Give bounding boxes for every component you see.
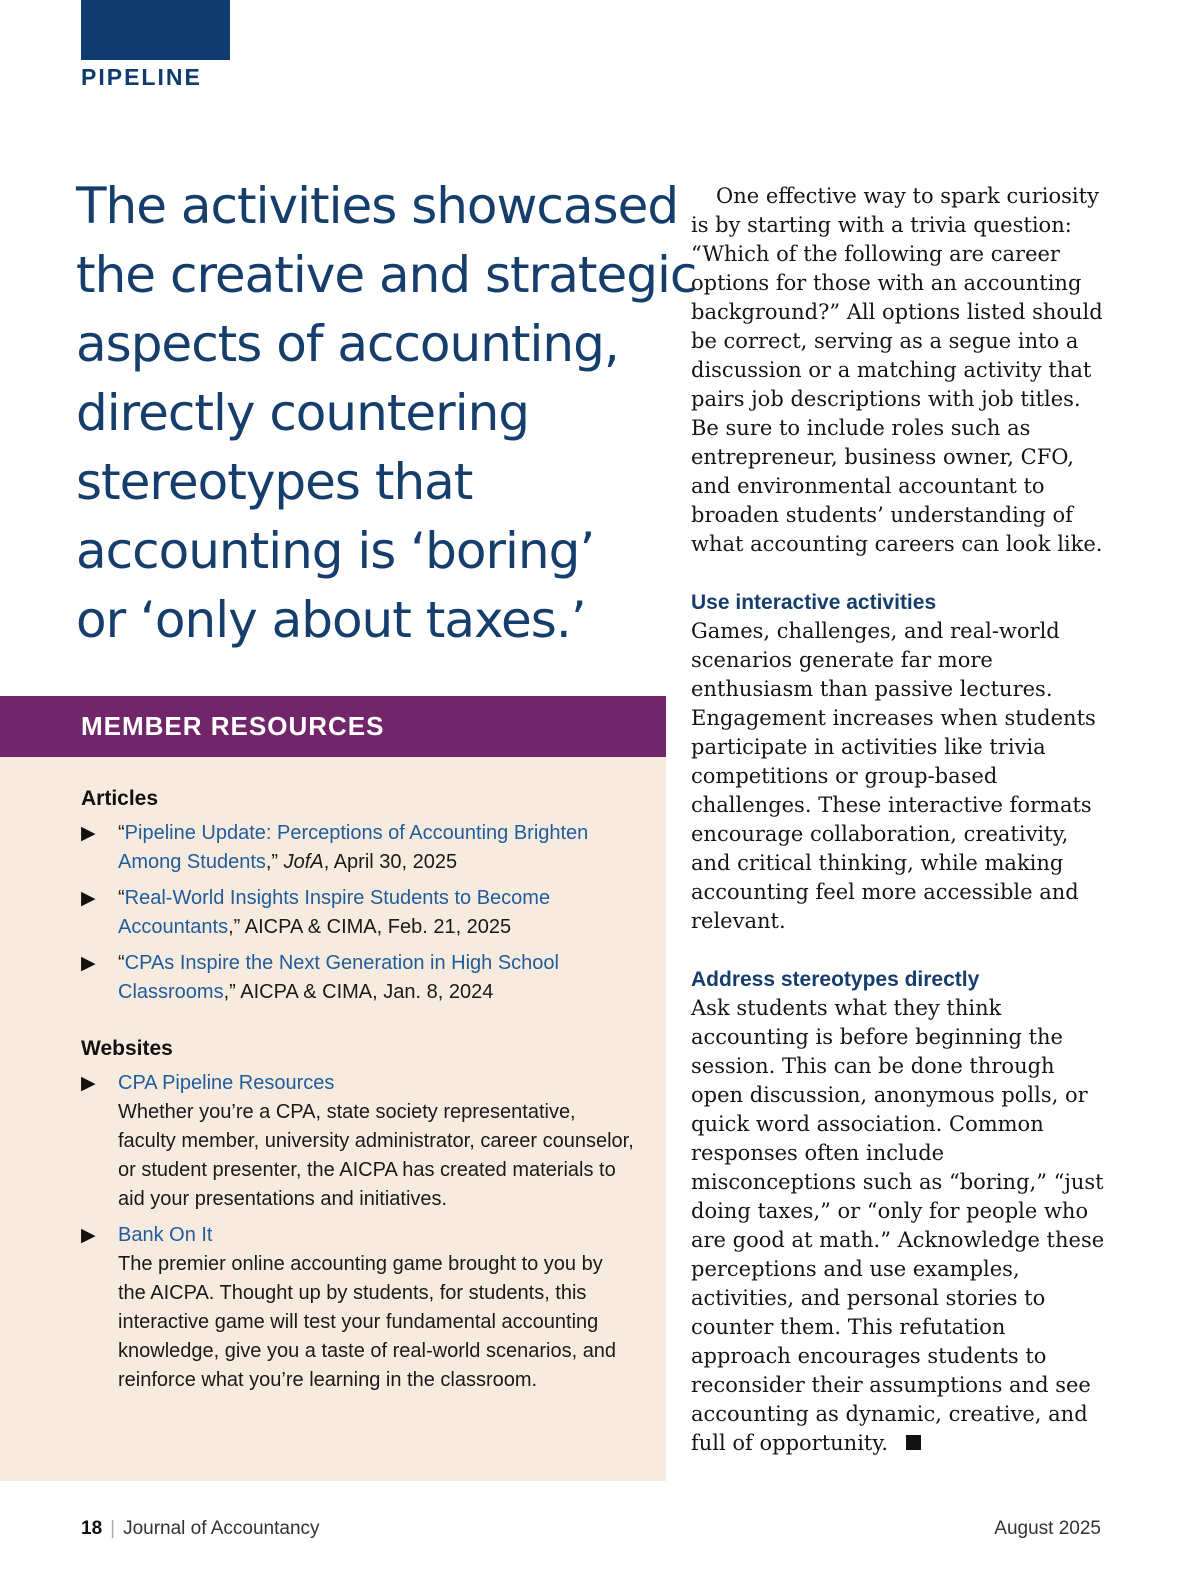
websites-list [81, 1069, 636, 1395]
website-link[interactable]: CPA Pipeline Resources [118, 1072, 335, 1094]
publication-name: Journal of Accountancy [123, 1518, 320, 1539]
bullet-arrow-icon: ▶ [81, 823, 96, 844]
websites-heading: Websites [81, 1037, 173, 1060]
footer-separator: | [110, 1518, 116, 1539]
stereotypes-paragraph: Ask students what they think accounting is before beginning the session. This can be done through open discussion, anonymous polls, or quick word association. Common responses often include misconceptions such as “boring,” “just doing taxes,” or “only for people who are good at math.” Acknowledge these perceptions and use examples, activities, and personal stories to counter them. This refutation approach encourages students to reconsider their assumptions and see accounting as dynamic, creative, and full of opportunity. [691, 996, 1105, 1455]
article-source: JofA [283, 851, 324, 873]
section-heading-stereotypes: Address stereotypes directly [691, 968, 980, 991]
header-color-block [81, 0, 230, 60]
website-description: The premier online accounting game brought to you by the AICPA. Thought up by students, for students, this interactive game will test your fundamental accounting knowledge, give you a taste of real-world scenarios, and reinforce what you’re learning in the classroom. [118, 1253, 617, 1391]
website-item [81, 1069, 636, 1214]
bullet-arrow-icon: ▶ [81, 888, 96, 909]
articles-list [81, 819, 636, 1007]
article-link[interactable]: Pipeline Update: Perceptions of Accounting Brighten Among Students [118, 822, 589, 873]
website-description: Whether you’re a CPA, state society representative, faculty member, university administrator, career counselor, or student presenter, the AICPA has created materials to aid your presentations and initiatives. [118, 1101, 634, 1210]
sidebar-body [0, 757, 666, 1395]
sidebar-title: MEMBER RESOURCES [0, 696, 666, 757]
bullet-arrow-icon: ▶ [81, 1225, 96, 1246]
section-label: PIPELINE [81, 64, 202, 90]
article-item: ▶ “Real-World Insights Inspire Students to Become Accountants,” AICPA & CIMA, Feb. 21, 2025 [81, 884, 636, 942]
pull-quote-line: aspects of accounting, [76, 315, 619, 373]
page-number: 18 [81, 1518, 103, 1539]
pull-quote-line: the creative and strategic [76, 246, 697, 304]
member-resources-sidebar [0, 696, 666, 1481]
article-item: ▶ “Pipeline Update: Perceptions of Accounting Brighten Among Students,” JofA, April 30, 2025 [81, 819, 636, 877]
pull-quote [76, 172, 697, 655]
pull-quote-line: The activities showcased [76, 177, 679, 235]
article-link[interactable]: Real-World Insights Inspire Students to Become Accountants [118, 887, 551, 938]
section-heading-interactive: Use interactive activities [691, 591, 937, 614]
website-item [81, 1221, 636, 1395]
footer-left [81, 1518, 320, 1540]
bullet-arrow-icon: ▶ [81, 953, 96, 974]
issue-date: August 2025 [994, 1518, 1101, 1539]
interactive-paragraph: Games, challenges, and real-world scenarios generate far more enthusiasm than passive lectures. Engagement increases when students participate in activities like trivia competitions or group-based challenges. These interactive formats encourage collaboration, creativity, and critical thinking, while making accounting feel more accessible and relevant. [691, 619, 1096, 933]
articles-heading: Articles [81, 787, 159, 810]
intro-paragraph: One effective way to spark curiosity is by starting with a trivia question: “Which of the following are career options for those with an accounting background?” All options listed should be correct, serving as a segue into a discussion or a matching activity that pairs job descriptions with job titles. Be sure to include roles such as entrepreneur, business owner, CFO, and environmental accountant to broaden students’ understanding of what accounting careers can look like. [691, 184, 1103, 556]
pull-quote-line: stereotypes that [76, 453, 473, 511]
bullet-arrow-icon: ▶ [81, 1073, 96, 1094]
article-item: ▶ “CPAs Inspire the Next Generation in High School Classrooms,” AICPA & CIMA, Jan. 8, 2024 [81, 949, 636, 1007]
website-link[interactable]: Bank On It [118, 1224, 213, 1246]
article-body [691, 182, 1111, 1458]
pull-quote-line: directly countering [76, 384, 530, 442]
article-link[interactable]: CPAs Inspire the Next Generation in High School Classrooms [118, 952, 559, 1003]
pull-quote-line: accounting is ‘boring’ [76, 522, 595, 580]
pull-quote-line: or ‘only about taxes.’ [76, 591, 586, 649]
end-of-article-icon [906, 1435, 921, 1450]
